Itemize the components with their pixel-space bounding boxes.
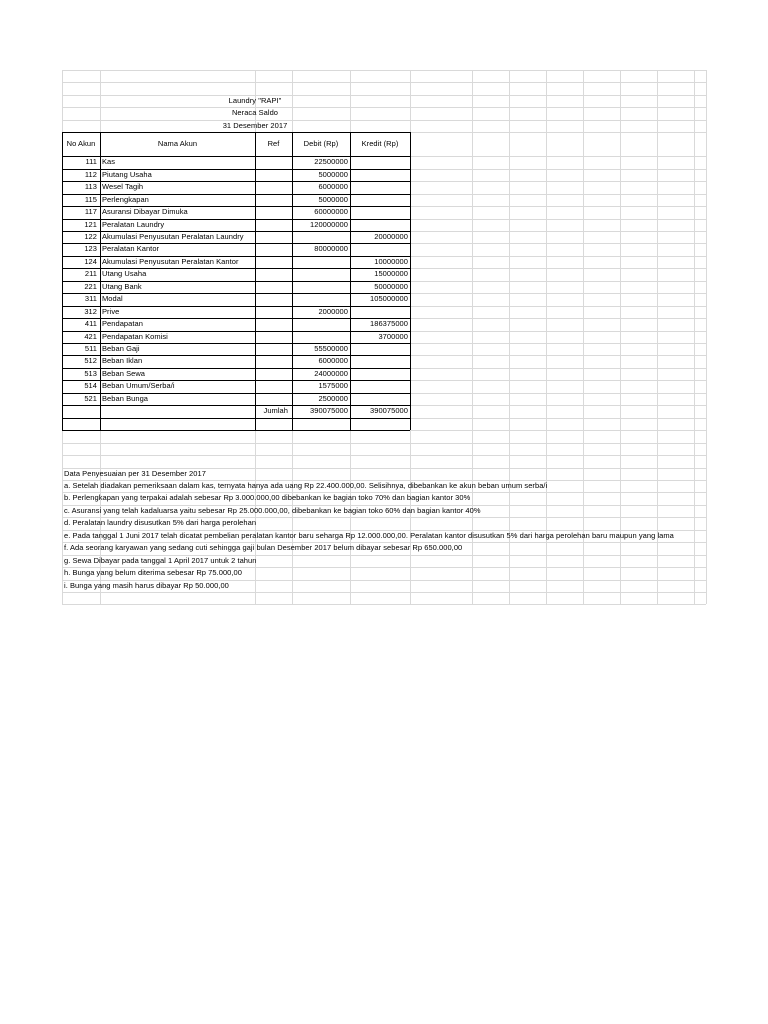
account-name: Akumulasi Penyusutan Peralatan Kantor	[102, 256, 239, 266]
adjustments-heading: Data Penyesuaian per 31 Desember 2017	[64, 468, 206, 478]
gridline-vertical	[472, 70, 473, 604]
gridline-horizontal	[62, 443, 706, 444]
account-number: 311	[84, 294, 97, 304]
account-name: Piutang Usaha	[102, 169, 152, 179]
kredit-value: 10000000	[374, 256, 408, 266]
account-number: 312	[84, 306, 97, 316]
debit-value: 2500000	[318, 393, 348, 403]
gridline-horizontal	[62, 70, 706, 71]
debit-value: 60000000	[314, 207, 348, 217]
account-name: Perlengkapan	[102, 194, 149, 204]
header-nama-akun: Nama Akun	[157, 139, 198, 149]
total-kredit: 390075000	[370, 406, 408, 416]
debit-value: 2000000	[318, 306, 348, 316]
account-number: 512	[84, 356, 97, 366]
gridline-vertical	[620, 70, 621, 604]
account-name: Peralatan Kantor	[102, 244, 160, 254]
gridline-vertical	[509, 70, 510, 604]
kredit-value: 15000000	[374, 269, 408, 279]
account-name: Modal	[102, 294, 123, 304]
debit-value: 24000000	[314, 368, 348, 378]
adjustment-item: c. Asuransi yang telah kadaluarsa yaitu sebesar Rp 25.000.000,00, dibebankan ke bagian toko 60% dan bagian kantor 40%	[64, 505, 481, 515]
account-name: Pendapatan Komisi	[102, 331, 168, 341]
account-number: 122	[84, 231, 97, 241]
account-number: 115	[84, 194, 97, 204]
debit-value: 1575000	[318, 381, 348, 391]
account-number: 123	[84, 244, 97, 254]
account-number: 111	[85, 157, 97, 167]
adjustment-item: d. Peralatan laundry disusutkan 5% dari harga perolehan	[64, 518, 257, 528]
gridline-horizontal	[62, 604, 706, 605]
adjustment-item: g. Sewa Dibayar pada tanggal 1 April 2017 untuk 2 tahun	[64, 555, 257, 565]
account-name: Peralatan Laundry	[102, 219, 165, 229]
gridline-horizontal	[62, 82, 706, 83]
adjustment-item: b. Perlengkapan yang terpakai adalah sebesar Rp 3.000.000,00 dibebankan ke bagian toko 70% dan bagian kantor 30%	[64, 493, 471, 503]
account-number: 511	[84, 344, 97, 353]
header-debit: Debit (Rp)	[303, 139, 339, 149]
title-date: 31 Desember 2017	[222, 120, 288, 130]
adjustment-item: f. Ada seorang karyawan yang sedang cuti sehingga gaji bulan Desember 2017 belum dibayar sebesar Rp 650.000,00	[64, 543, 463, 553]
account-name: Beban Gaji	[102, 344, 140, 353]
table-border-vertical	[255, 132, 256, 430]
account-number: 124	[84, 256, 97, 266]
table-border-vertical	[100, 132, 101, 430]
account-name: Beban Iklan	[102, 356, 143, 366]
title-company: Laundry "RAPI"	[228, 95, 282, 105]
debit-value: 6000000	[318, 356, 348, 366]
account-name: Beban Sewa	[102, 368, 146, 378]
header-no-akun: No Akun	[66, 139, 96, 149]
spreadsheet	[62, 70, 706, 592]
account-name: Beban Bunga	[102, 393, 149, 403]
account-name: Prive	[102, 306, 120, 316]
gridline-vertical	[657, 70, 658, 604]
gridline-horizontal	[62, 455, 706, 456]
account-number: 121	[84, 219, 97, 229]
account-number: 411	[84, 319, 97, 329]
account-number: 514	[84, 381, 97, 391]
gridline-horizontal	[62, 592, 706, 593]
table-border-vertical	[410, 132, 411, 430]
debit-value: 5000000	[318, 169, 348, 179]
account-name: Pendapatan	[102, 319, 143, 329]
total-debit: 390075000	[310, 406, 348, 416]
account-name: Akumulasi Penyusutan Peralatan Laundry	[102, 231, 244, 241]
debit-value: 80000000	[314, 244, 348, 254]
table-border-horizontal	[62, 430, 410, 431]
account-number: 112	[84, 169, 97, 179]
header-kredit: Kredit (Rp)	[361, 139, 399, 149]
debit-value: 120000000	[310, 219, 348, 229]
debit-value: 55500000	[314, 344, 348, 353]
gridline-vertical	[546, 70, 547, 604]
account-number: 221	[84, 281, 97, 291]
kredit-value: 20000000	[374, 231, 408, 241]
gridline-vertical	[694, 70, 695, 604]
title-report: Neraca Saldo	[231, 108, 279, 118]
kredit-value: 186375000	[370, 319, 408, 329]
account-number: 421	[84, 331, 97, 341]
adjustment-item: a. Setelah diadakan pemeriksaan dalam kas, ternyata hanya ada uang Rp 22.400.000,00. Selisihnya, dibebankan ke akun beban umum serba/i	[64, 480, 548, 490]
account-number: 117	[84, 207, 97, 217]
gridline-vertical	[706, 70, 707, 604]
gridline-vertical	[583, 70, 584, 604]
header-ref: Ref	[267, 139, 280, 149]
adjustment-item: h. Bunga yang belum diterima sebesar Rp 75.000,00	[64, 568, 242, 578]
debit-value: 22500000	[314, 157, 348, 167]
kredit-value: 50000000	[374, 281, 408, 291]
account-number: 521	[84, 393, 97, 403]
account-name: Asuransi Dibayar Dimuka	[102, 207, 188, 217]
account-number: 211	[84, 269, 97, 279]
account-number: 113	[84, 182, 97, 192]
adjustment-item: i. Bunga yang masih harus dibayar Rp 50.000,00	[64, 580, 229, 590]
table-border-horizontal	[62, 418, 410, 419]
total-label: Jumlah	[263, 406, 288, 416]
account-name: Utang Usaha	[102, 269, 147, 279]
account-name: Wesel Tagih	[102, 182, 144, 192]
debit-value: 6000000	[318, 182, 348, 192]
account-number: 513	[84, 368, 97, 378]
kredit-value: 3700000	[378, 331, 408, 341]
account-name: Beban Umum/Serba/i	[102, 381, 175, 391]
adjustment-item: e. Pada tanggal 1 Juni 2017 telah dicatat pembelian peralatan kantor baru seharga Rp 12.000.000,00. Peralatan kantor disusutkan 5% dari harga perolehan baru maupun yang lama	[64, 530, 674, 540]
kredit-value: 105000000	[370, 294, 408, 304]
account-name: Kas	[102, 157, 116, 167]
debit-value: 5000000	[318, 194, 348, 204]
account-name: Utang Bank	[102, 281, 142, 291]
